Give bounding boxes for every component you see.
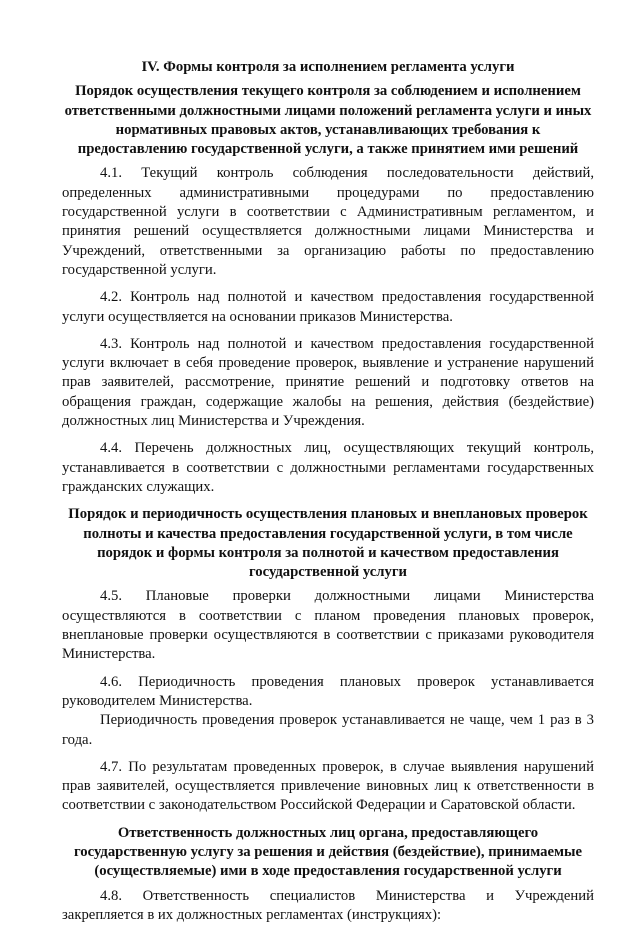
subheading-current-control: Порядок осуществления текущего контроля за соблюдением и исполнением ответственными должностными лицами положений регламента услуги и иных нормативных правовых актов, устанавливающих требования к предоставлению государственной услуги, а также принятием ими решений (64, 83, 592, 158)
subheading-responsibility: Ответственность должностных лиц органа, предоставляющего государственную услугу за решения и действия (бездействие), принимаемые (осуществляемые) ими в ходе предоставления государственной услуги (74, 824, 582, 880)
paragraph-4-1: 4.1. Текущий контроль соблюдения последовательности действий, определенных административными процедурами по предоставлению государственной услуги в соответствии с Административным регламентом, и принятия решений осуществляется должностными лицами Министерства и Учреждений, ответственными за организацию работы по предоставлению государственной услуги. (62, 165, 594, 278)
paragraph-4-4: 4.4. Перечень должностных лиц, осуществляющих текущий контроль, устанавливается в соответствии с должностными регламентами государственных гражданских служащих. (62, 440, 594, 495)
section-title: IV. Формы контроля за исполнением регламента услуги (141, 59, 515, 75)
paragraph-4-8: 4.8. Ответственность специалистов Министерства и Учреждений закрепляется в их должностных регламентах (инструкциях): (62, 887, 594, 923)
paragraph-4-3: 4.3. Контроль над полнотой и качеством предоставления государственной услуги включает в себя проведение проверок, выявление и устранение нарушений прав заявителей, рассмотрение, принятие решений и подготовку ответов на обращения граждан, содержащие жалобы на решения, действия (бездействие) должностных лиц Министерства и Учреждения. (62, 335, 594, 430)
paragraph-4-7: 4.7. По результатам проведенных проверок, в случае выявления нарушений прав заявителей, осуществляется привлечение виновных лиц к ответственности в соответствии с законодательством Российской Федерации и Саратовской области. (62, 758, 594, 814)
document-page (62, 58, 594, 933)
paragraph-4-6-periodicity: Периодичность проведения проверок устанавливается не чаще, чем 1 раз в 3 года. (62, 712, 594, 748)
paragraph-4-2: 4.2. Контроль над полнотой и качеством предоставления государственной услуги осуществляется на основании приказов Министерства. (62, 289, 594, 325)
paragraph-4-5: 4.5. Плановые проверки должностными лицами Министерства осуществляются в соответствии с планом проведения плановых проверок, внеплановые проверки осуществляются в соответствии с приказами руководителя Министерства. (62, 588, 594, 663)
subheading-inspections: Порядок и периодичность осуществления плановых и внеплановых проверок полноты и качества предоставления государственной услуги, в том числе порядок и формы контроля за полнотой и качеством предоставления государственной услуги (68, 506, 588, 581)
paragraph-4-6: 4.6. Периодичность проведения плановых проверок устанавливается руководителем Министерства. (62, 673, 594, 709)
